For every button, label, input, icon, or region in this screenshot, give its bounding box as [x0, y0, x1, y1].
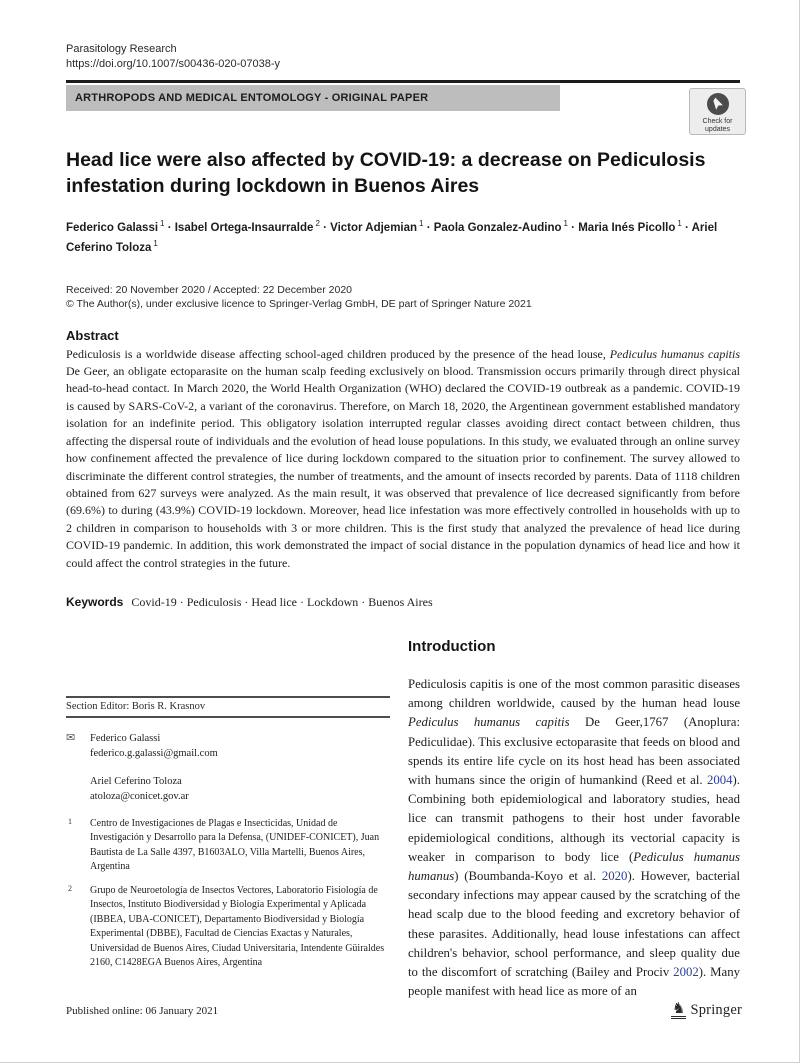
check-updates-button[interactable] [689, 88, 746, 135]
correspondence-name: Ariel Ceferino Toloza [90, 775, 182, 787]
affiliation-number: 1 [68, 816, 72, 826]
abstract-heading: Abstract [66, 327, 119, 343]
author-name: Paola Gonzalez-Audino $^1$ [433, 219, 568, 234]
author-name: Maria Inés Picollo $^1$ [578, 219, 682, 234]
correspondence-entry [66, 774, 390, 804]
author-separator: · [164, 221, 175, 234]
correspondence-email[interactable]: atoloza@conicet.gov.ar [90, 790, 189, 802]
envelope-icon-spacer [66, 774, 90, 804]
correspondence-entry [66, 731, 390, 761]
affiliation-item [66, 884, 390, 971]
affiliation-text: Grupo de Neuroetología de Insectos Vectores, Laboratorio Fisiología de Insectos, Instituto Biodiversidad y Biología Experimental y Aplicada (IBBEA, UBA-CONICET), Departamento Biodiversidad y Biología Experimental (DBBE), Facultad de Ciencias Exactas y Naturales, Universidad de Buenos Aires, Ciudad Universitaria, Intendente Güiraldes 2160, C1428EGA Buenos Aires, Argentina [90, 884, 385, 969]
author-separator: · [423, 221, 434, 234]
crossmark-icon [707, 93, 729, 115]
section-editor-note: Section Editor: Boris R. Krasnov [66, 700, 206, 712]
abstract-text: Pediculosis is a worldwide disease affecting school-aged children produced by the presence of the head louse, Pediculus humanus capitis De Geer, an obligate ectoparasite on the human scalp feeding exclusively on blood. Transmission occurs primarily through direct physical head-to-head contact. In March 2020, the World Health Organization (WHO) declared the COVID-19 outbreak as a pandemic. COVID-19 is caused by SARS-CoV-2, a variant of the coronavirus. Therefore, on March 18, 2020, the Argentinean government established mandatory isolation for an indefinite period. This obligatory isolation interrupted regular classes avoiding direct contact between children, thus affecting the dispersal route of individuals and the evolution of head louse populations. In this study, we evaluated through an online survey how confinement affected the prevalence of lice during lockdown compared to the situation prior to confinement. The survey allowed to discriminate the different control strategies, the number of treatments, and the amount of insects recorded by parents. Data of 1118 children obtained from 627 surveys were analyzed. As the main result, it was observed that prevalence of lice decreased significantly from before (69.6%) to during (43.9%) COVID-19 lockdown. Moreover, head lice infestation was more effectively controlled in households with up to 2 children in comparison to households with 3 or more children. This is the first study that analyzed the prevalence of head lice during COVID-19 pandemic. In addition, this work demonstrated the impact of social distance in the population dynamics of head lice and how it could affect the control strategies in the future. [66, 346, 741, 570]
keywords-row [66, 595, 740, 610]
check-updates-label: Check for updates [702, 118, 733, 133]
introduction-paragraph: Pediculosis capitis is one of the most common parasitic diseases among children worldwide, caused by the human head louse Pediculus humanus capitis De Geer,1767 (Anoplura: Pediculidae). This exclusive ectoparasite that feeds on blood and spends its entire life cycle on its host head has been associated with humans since the origin of humankind (Reed et al. 2004). Combining both epidemiological and laboratory studies, head lice can transmit pathogens to their host under favorable epidemiological conditions, although its vectorial capacity is weaker in comparison to body lice (Pediculus humanus humanus) (Boumbanda-Koyo et al. 2020). However, bacterial secondary infections may appear caused by the scratching of the head scalp due to the blood feeding and excretory behavior of these parasites. Additionally, head louse infestations can affect children's behavior, school performance, and sleep quality due to the discomfort of scratching (Bailey and Prociv 2002). Many people manifest with head lice as more of an [408, 676, 740, 999]
author-name: Isabel Ortega-Insaurralde $^2$ [174, 219, 320, 234]
received-accepted-dates: Received: 20 November 2020 / Accepted: 22 December 2020 [66, 283, 353, 296]
introduction-heading: Introduction [408, 637, 496, 655]
journal-name: Parasitology Research [66, 43, 177, 55]
correspondence-block [66, 731, 390, 804]
header-rule [66, 80, 740, 83]
author-name: Victor Adjemian $^1$ [330, 219, 424, 234]
copyright-line: © The Author(s), under exclusive licence to Springer-Verlag GmbH, DE part of Springer Nature 2021 [66, 297, 532, 310]
affiliations-block [66, 817, 390, 971]
introduction-column [408, 626, 740, 1001]
keywords-label: Keywords [66, 594, 124, 609]
author-list [66, 216, 726, 256]
affiliation-text: Centro de Investigaciones de Plagas e Insecticidas, Unidad de Investigación y Desarrollo para la Defensa, (UNIDEF-CONICET), Juan Bautista de La Salle 4397, B1603ALO, Villa Martelli, Buenos Aires, Argentina [90, 817, 380, 873]
pointer-icon [712, 97, 724, 110]
envelope-icon: ✉ [66, 731, 76, 744]
doi-link[interactable]: https://doi.org/10.1007/s00436-020-07038-y [66, 58, 281, 70]
page-title: Head lice were also affected by COVID-19: a decrease on Pediculosis infestation during lockdown in Buenos Aires [66, 149, 706, 197]
author-separator: · [681, 221, 692, 234]
section-editor-rule-bottom [66, 716, 390, 718]
springer-logo [671, 1002, 742, 1019]
author-separator: · [567, 221, 579, 234]
section-banner: ARTHROPODS AND MEDICAL ENTOMOLOGY - ORIGINAL PAPER [66, 85, 560, 111]
citation-link[interactable]: 2004 [706, 772, 733, 787]
citation-link[interactable]: 2020 [601, 868, 628, 883]
correspondence-name: Federico Galassi [90, 732, 161, 744]
keywords-text: Covid-19 · Pediculosis · Head lice · Lockdown · Buenos Aires [131, 594, 433, 609]
citation-link[interactable]: 2002 [673, 964, 699, 979]
affiliation-number: 2 [68, 883, 72, 893]
correspondence-email[interactable]: federico.g.galassi@gmail.com [90, 747, 218, 759]
affiliation-item [66, 817, 390, 875]
author-separator: · [319, 221, 331, 234]
page-footer [66, 1002, 742, 1019]
springer-horse-icon: ♞ [672, 1000, 686, 1017]
author-name: Federico Galassi $^1$ [66, 219, 165, 234]
published-online-date: Published online: 06 January 2021 [66, 1004, 219, 1017]
springer-brand-text: Springer [690, 1002, 742, 1018]
two-column-section [66, 626, 740, 1001]
author-name: Ariel Ceferino Toloza $^1$ [66, 221, 718, 254]
footnotes-column [66, 626, 390, 1001]
